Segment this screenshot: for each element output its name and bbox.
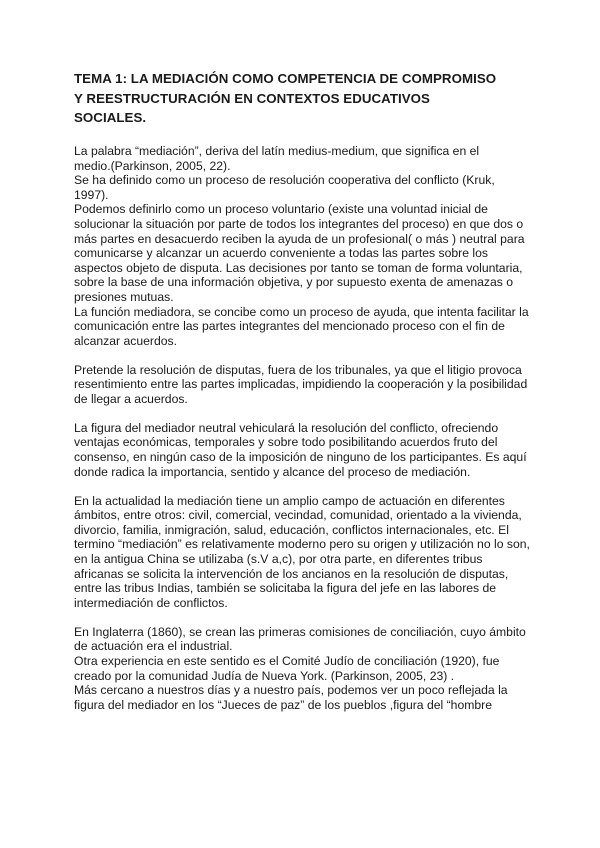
- text-line: intermediación de conflictos.: [74, 595, 228, 610]
- text-line: Podemos definirlo como un proceso voluntario (existe una voluntad inicial de: [74, 202, 488, 217]
- text-line: solucionar la situación por parte de todos los integrantes del proceso) en que dos o: [74, 216, 524, 231]
- text-line: resentimiento entre las partes implicadas, impidiendo la cooperación y la posibilidad: [74, 377, 528, 392]
- text-line: En Inglaterra (1860), se crean las primeras comisiones de conciliación, cuyo ámbito: [74, 624, 526, 639]
- text-line: divorcio, familia, inmigración, salud, educación, conflictos internacionales, etc. El: [74, 522, 509, 537]
- text-line: africanas se solicita la intervención de los ancianos en la resolución de disputas,: [74, 566, 509, 581]
- text-line: Se ha definido como un proceso de resolución cooperativa del conflicto (Kruk,: [74, 173, 495, 188]
- paragraph: [74, 421, 544, 479]
- text-line: ámbitos, entre otros: civil, comercial, vecindad, comunidad, orientado a la vivienda,: [74, 508, 522, 523]
- text-line: ventajas económicas, temporales y sobre todo posibilitando acuerdos fruto del: [74, 435, 498, 450]
- text-line: Otra experiencia en este sentido es el Comité Judío de conciliación (1920), fue: [74, 653, 500, 668]
- text-line: sobre la base de una información objetiva, y por supuesto exenta de amenazas o: [74, 275, 514, 290]
- text-line: comunicarse y alcanzar un acuerdo conveniente a todas las partes sobre los: [74, 246, 488, 261]
- paragraph: [74, 173, 544, 202]
- text-line: creado por la comunidad Judía de Nueva York. (Parkinson, 2005, 23) .: [74, 668, 455, 683]
- paragraph: [74, 683, 544, 712]
- text-line: Más cercano a nuestros días y a nuestro país, podemos ver un poco reflejada la: [74, 683, 508, 698]
- text-line: 1997).: [74, 187, 109, 202]
- title-line: TEMA 1: LA MEDIACIÓN COMO COMPETENCIA DE COMPROMISO: [74, 71, 497, 86]
- paragraph: [74, 363, 544, 407]
- text-line: de actuación era el industrial.: [74, 639, 233, 654]
- text-line: más partes en desacuerdo reciben la ayuda de un profesional( o más ) neutral para: [74, 231, 525, 246]
- text-line: Pretende la resolución de disputas, fuera de los tribunales, ya que el litigio provoca: [74, 362, 522, 377]
- text-line: consenso, en ningún caso de la imposición de ninguno de los participantes. Es aquí: [74, 450, 527, 465]
- text-line: La figura del mediador neutral vehiculará la resolución del conflicto, ofreciendo: [74, 420, 499, 435]
- text-line: entre las tribus Indias, también se solicitaba la figura del jefe en las labores de: [74, 581, 497, 596]
- paragraph: [74, 305, 544, 349]
- text-line: presiones mutuas.: [74, 289, 174, 304]
- paragraph: [74, 654, 544, 683]
- paragraph: [74, 144, 544, 173]
- text-line: figura del mediador en los “Jueces de paz” de los pueblos ,figura del “hombre: [74, 697, 492, 712]
- title-line: SOCIALES.: [74, 110, 147, 125]
- text-line: termino “mediación” es relativamente moderno pero su origen y utilización no lo son,: [74, 537, 530, 552]
- paragraph: [74, 494, 544, 611]
- text-line: En la actualidad la mediación tiene un amplio campo de actuación en diferentes: [74, 493, 505, 508]
- text-line: en la antigua China se utilizaba (s.V a,c), por otra parte, en diferentes tribus: [74, 552, 483, 567]
- text-line: La palabra “mediación”, deriva del latín medius-medium, que significa en el: [74, 144, 480, 158]
- text-line: comunicación entre las partes integrantes del mencionado proceso con el fin de: [74, 319, 505, 334]
- text-line: La función mediadora, se concibe como un proceso de ayuda, que intenta facilitar la: [74, 304, 529, 319]
- title-line: Y REESTRUCTURACIÓN EN CONTEXTOS EDUCATIVOS: [74, 90, 430, 106]
- text-line: aspectos objeto de disputa. Las decisiones por tanto se toman de forma voluntaria,: [74, 260, 523, 275]
- text-line: alcanzar acuerdos.: [74, 333, 177, 348]
- document-title: [74, 69, 544, 128]
- paragraph: [74, 625, 544, 654]
- paragraph: [74, 202, 544, 304]
- text-line: donde radica la importancia, sentido y alcance del proceso de mediación.: [74, 464, 471, 479]
- text-line: medio.(Parkinson, 2005, 22).: [74, 158, 231, 173]
- document-body: [74, 144, 544, 712]
- text-line: de llegar a acuerdos.: [74, 391, 188, 406]
